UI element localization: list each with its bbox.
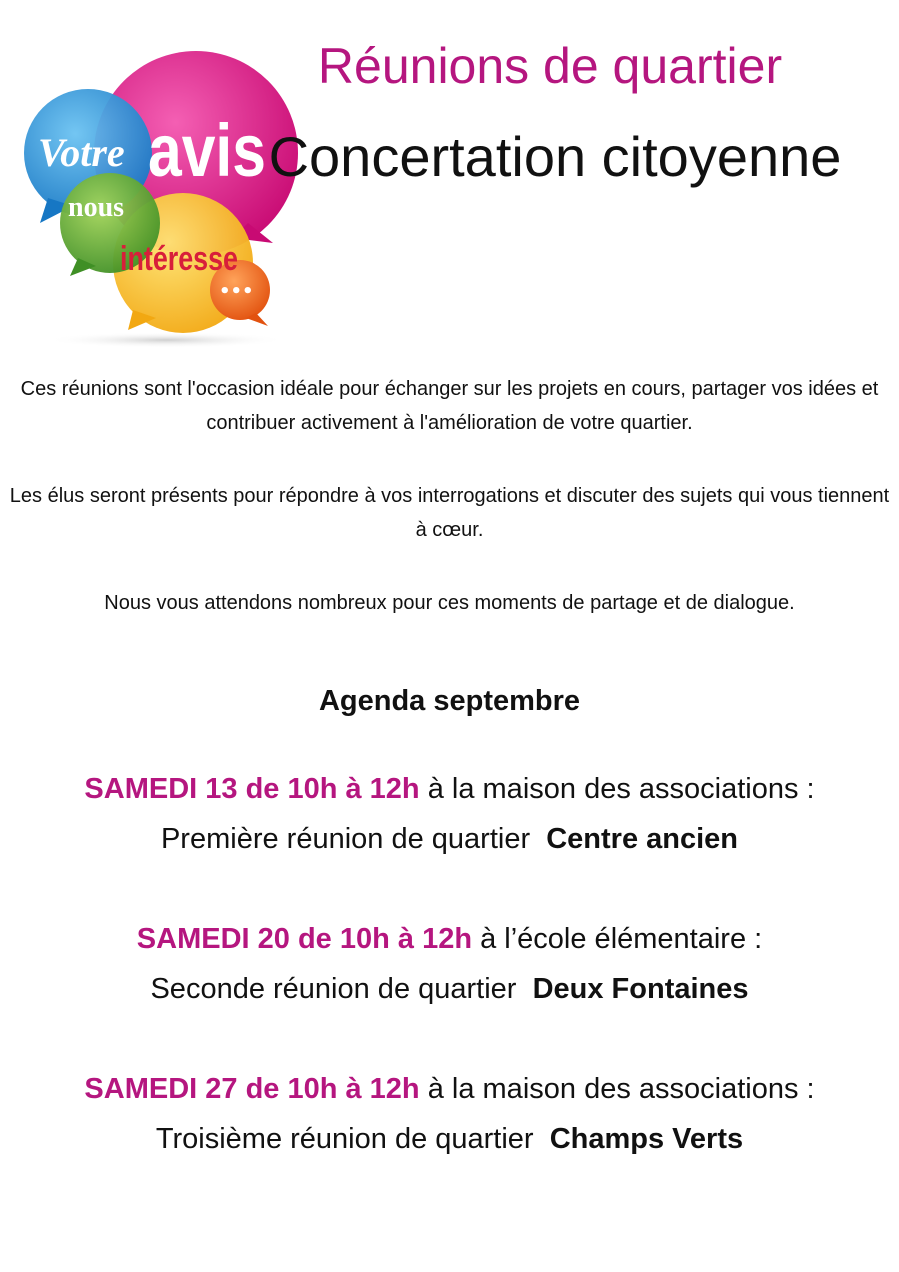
event-date: SAMEDI 13 de 10h à 12h [84, 773, 420, 805]
intro-paragraph-3 [0, 586, 899, 620]
event-description-line [0, 814, 899, 864]
logo-dots: ••• [219, 281, 254, 302]
event-quarter: Champs Verts [549, 1123, 744, 1155]
event-description: Troisième réunion de quartier [155, 1123, 550, 1155]
event-quarter: Deux Fontaines [532, 973, 749, 1005]
intro-paragraph-3-text: Nous vous attendons nombreux pour ces moments de partage et de dialogue. [104, 592, 795, 614]
event-date-line [0, 914, 899, 964]
event-place: à la maison des associations : [419, 1073, 815, 1105]
event-date-line [0, 764, 899, 814]
page-subtitle: Concertation citoyenne [268, 125, 842, 188]
page-title: Réunions de quartier [317, 38, 783, 94]
logo-word-votre: Votre [38, 130, 125, 175]
agenda-event [0, 914, 899, 1014]
event-description-line [0, 964, 899, 1014]
intro-paragraph-2 [0, 479, 899, 547]
event-date: SAMEDI 27 de 10h à 12h [84, 1073, 420, 1105]
logo-shadow [46, 332, 286, 348]
event-date: SAMEDI 20 de 10h à 12h [136, 923, 473, 955]
event-description: Première réunion de quartier [160, 823, 547, 855]
event-place: à l’école élémentaire : [472, 923, 763, 955]
logo-word-interesse: intéresse [120, 240, 238, 278]
event-quarter: Centre ancien [546, 823, 739, 855]
logo-word-nous: nous [68, 192, 125, 223]
agenda-event [0, 1064, 899, 1164]
event-date-line [0, 1064, 899, 1114]
intro-paragraph-1 [0, 372, 899, 440]
intro-paragraph-2-text: Les élus seront présents pour répondre à vos interrogations et discuter des sujets qui vous tiennent à cœur. [9, 485, 890, 541]
event-description: Seconde réunion de quartier [150, 973, 533, 1005]
logo-word-avis: avis [148, 109, 266, 192]
agenda-heading: Agenda septembre [318, 685, 581, 717]
intro-paragraph-1-text: Ces réunions sont l'occasion idéale pour échanger sur les projets en cours, partager vos idées et contribuer activement à l'amélioration de votre quartier. [20, 378, 879, 434]
agenda-event [0, 764, 899, 864]
event-description-line [0, 1114, 899, 1164]
event-place: à la maison des associations : [419, 773, 815, 805]
